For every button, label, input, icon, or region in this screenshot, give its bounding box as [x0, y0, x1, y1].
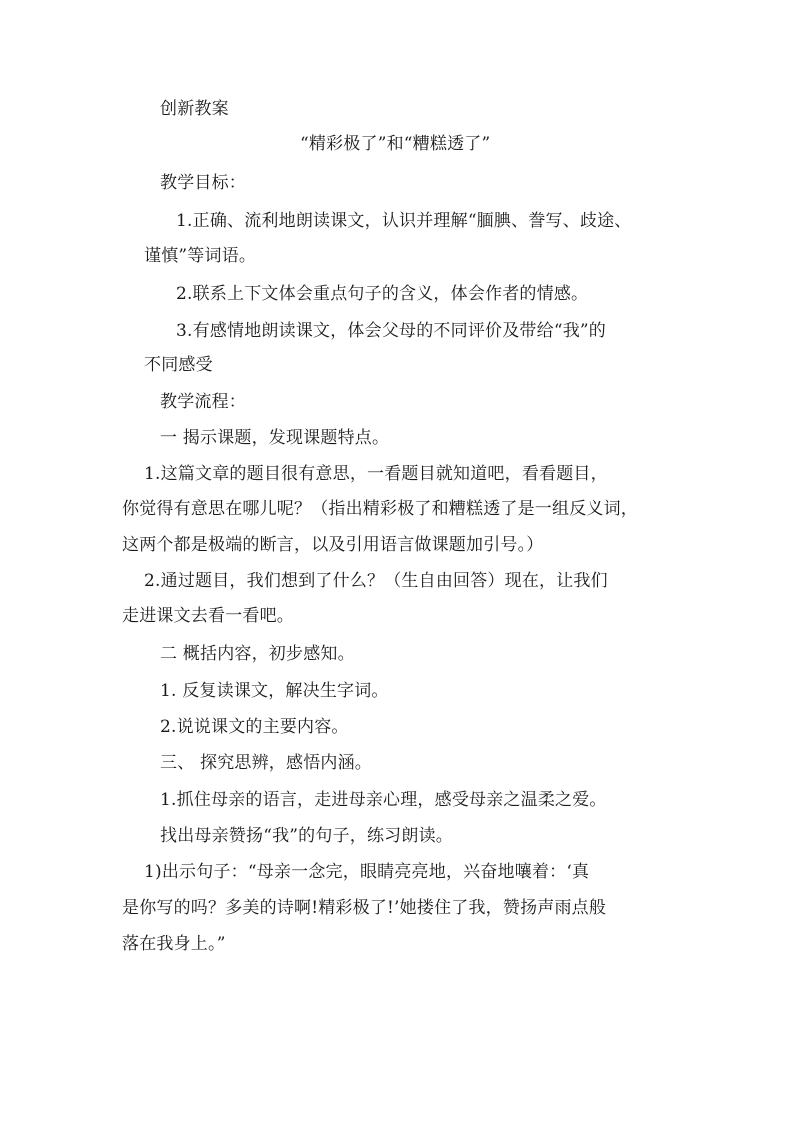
section-2-heading: 二 概括内容，初步感知。 — [160, 644, 355, 664]
objective-3-line-1: 3.有感情地朗读课文，体会父母的不同评价及带给“我”的 — [176, 321, 607, 341]
section-1-heading: 一 揭示课题，发现课题特点。 — [160, 428, 390, 448]
document-title: “精彩极了”和“糟糕透了” — [300, 134, 491, 154]
objective-1-line-2: 谨慎”等词语。 — [144, 246, 257, 266]
process-heading: 教学流程： — [160, 392, 246, 412]
section-1-item-2-line-1: 2.通过题目，我们想到了什么？（生自由回答）现在，让我们 — [144, 571, 608, 591]
section-2-item-1: 1. 反复读课文，解决生字词。 — [160, 681, 389, 701]
section-2-item-2: 2.说说课文的主要内容。 — [160, 717, 349, 737]
section-3-item-1: 1.抓住母亲的语言，走进母亲心理，感受母亲之温柔之爱。 — [160, 790, 607, 810]
section-1-item-1-line-2: 你觉得有意思在哪儿呢？（指出精彩极了和糟糕透了是一组反义词， — [122, 499, 638, 519]
document-header: 创新教案 — [160, 99, 229, 119]
section-3-sub-1-line-1: 1)出示句子：“母亲一念完，眼睛亮亮地，兴奋地嚷着：‘真 — [144, 862, 590, 882]
objective-2-line-1: 2.联系上下文体会重点句子的含义，体会作者的情感。 — [176, 284, 589, 304]
section-1-item-2-line-2: 走进课文去看一看吧。 — [122, 606, 294, 626]
objective-3-line-2: 不同感受 — [144, 355, 213, 375]
objectives-heading: 教学目标： — [160, 173, 246, 193]
section-3-heading: 三、 探究思辨，感悟内涵。 — [160, 753, 373, 773]
section-3-item-1-task: 找出母亲赞扬“我”的句子，练习朗读。 — [160, 826, 453, 846]
section-1-item-1-line-3: 这两个都是极端的断言，以及引用语言做课题加引号。） — [122, 535, 544, 555]
section-1-item-1-line-1: 1.这篇文章的题目很有意思，一看题目就知道吧，看看题目， — [144, 464, 608, 484]
section-3-sub-1-line-3: 落在我身上。” — [122, 934, 226, 954]
section-3-sub-1-line-2: 是你写的吗？多美的诗啊!精彩极了!’她搂住了我，赞扬声雨点般 — [122, 898, 607, 918]
objective-1-line-1: 1.正确、流利地朗读课文，认识并理解“腼腆、誊写、歧途、 — [176, 211, 632, 231]
